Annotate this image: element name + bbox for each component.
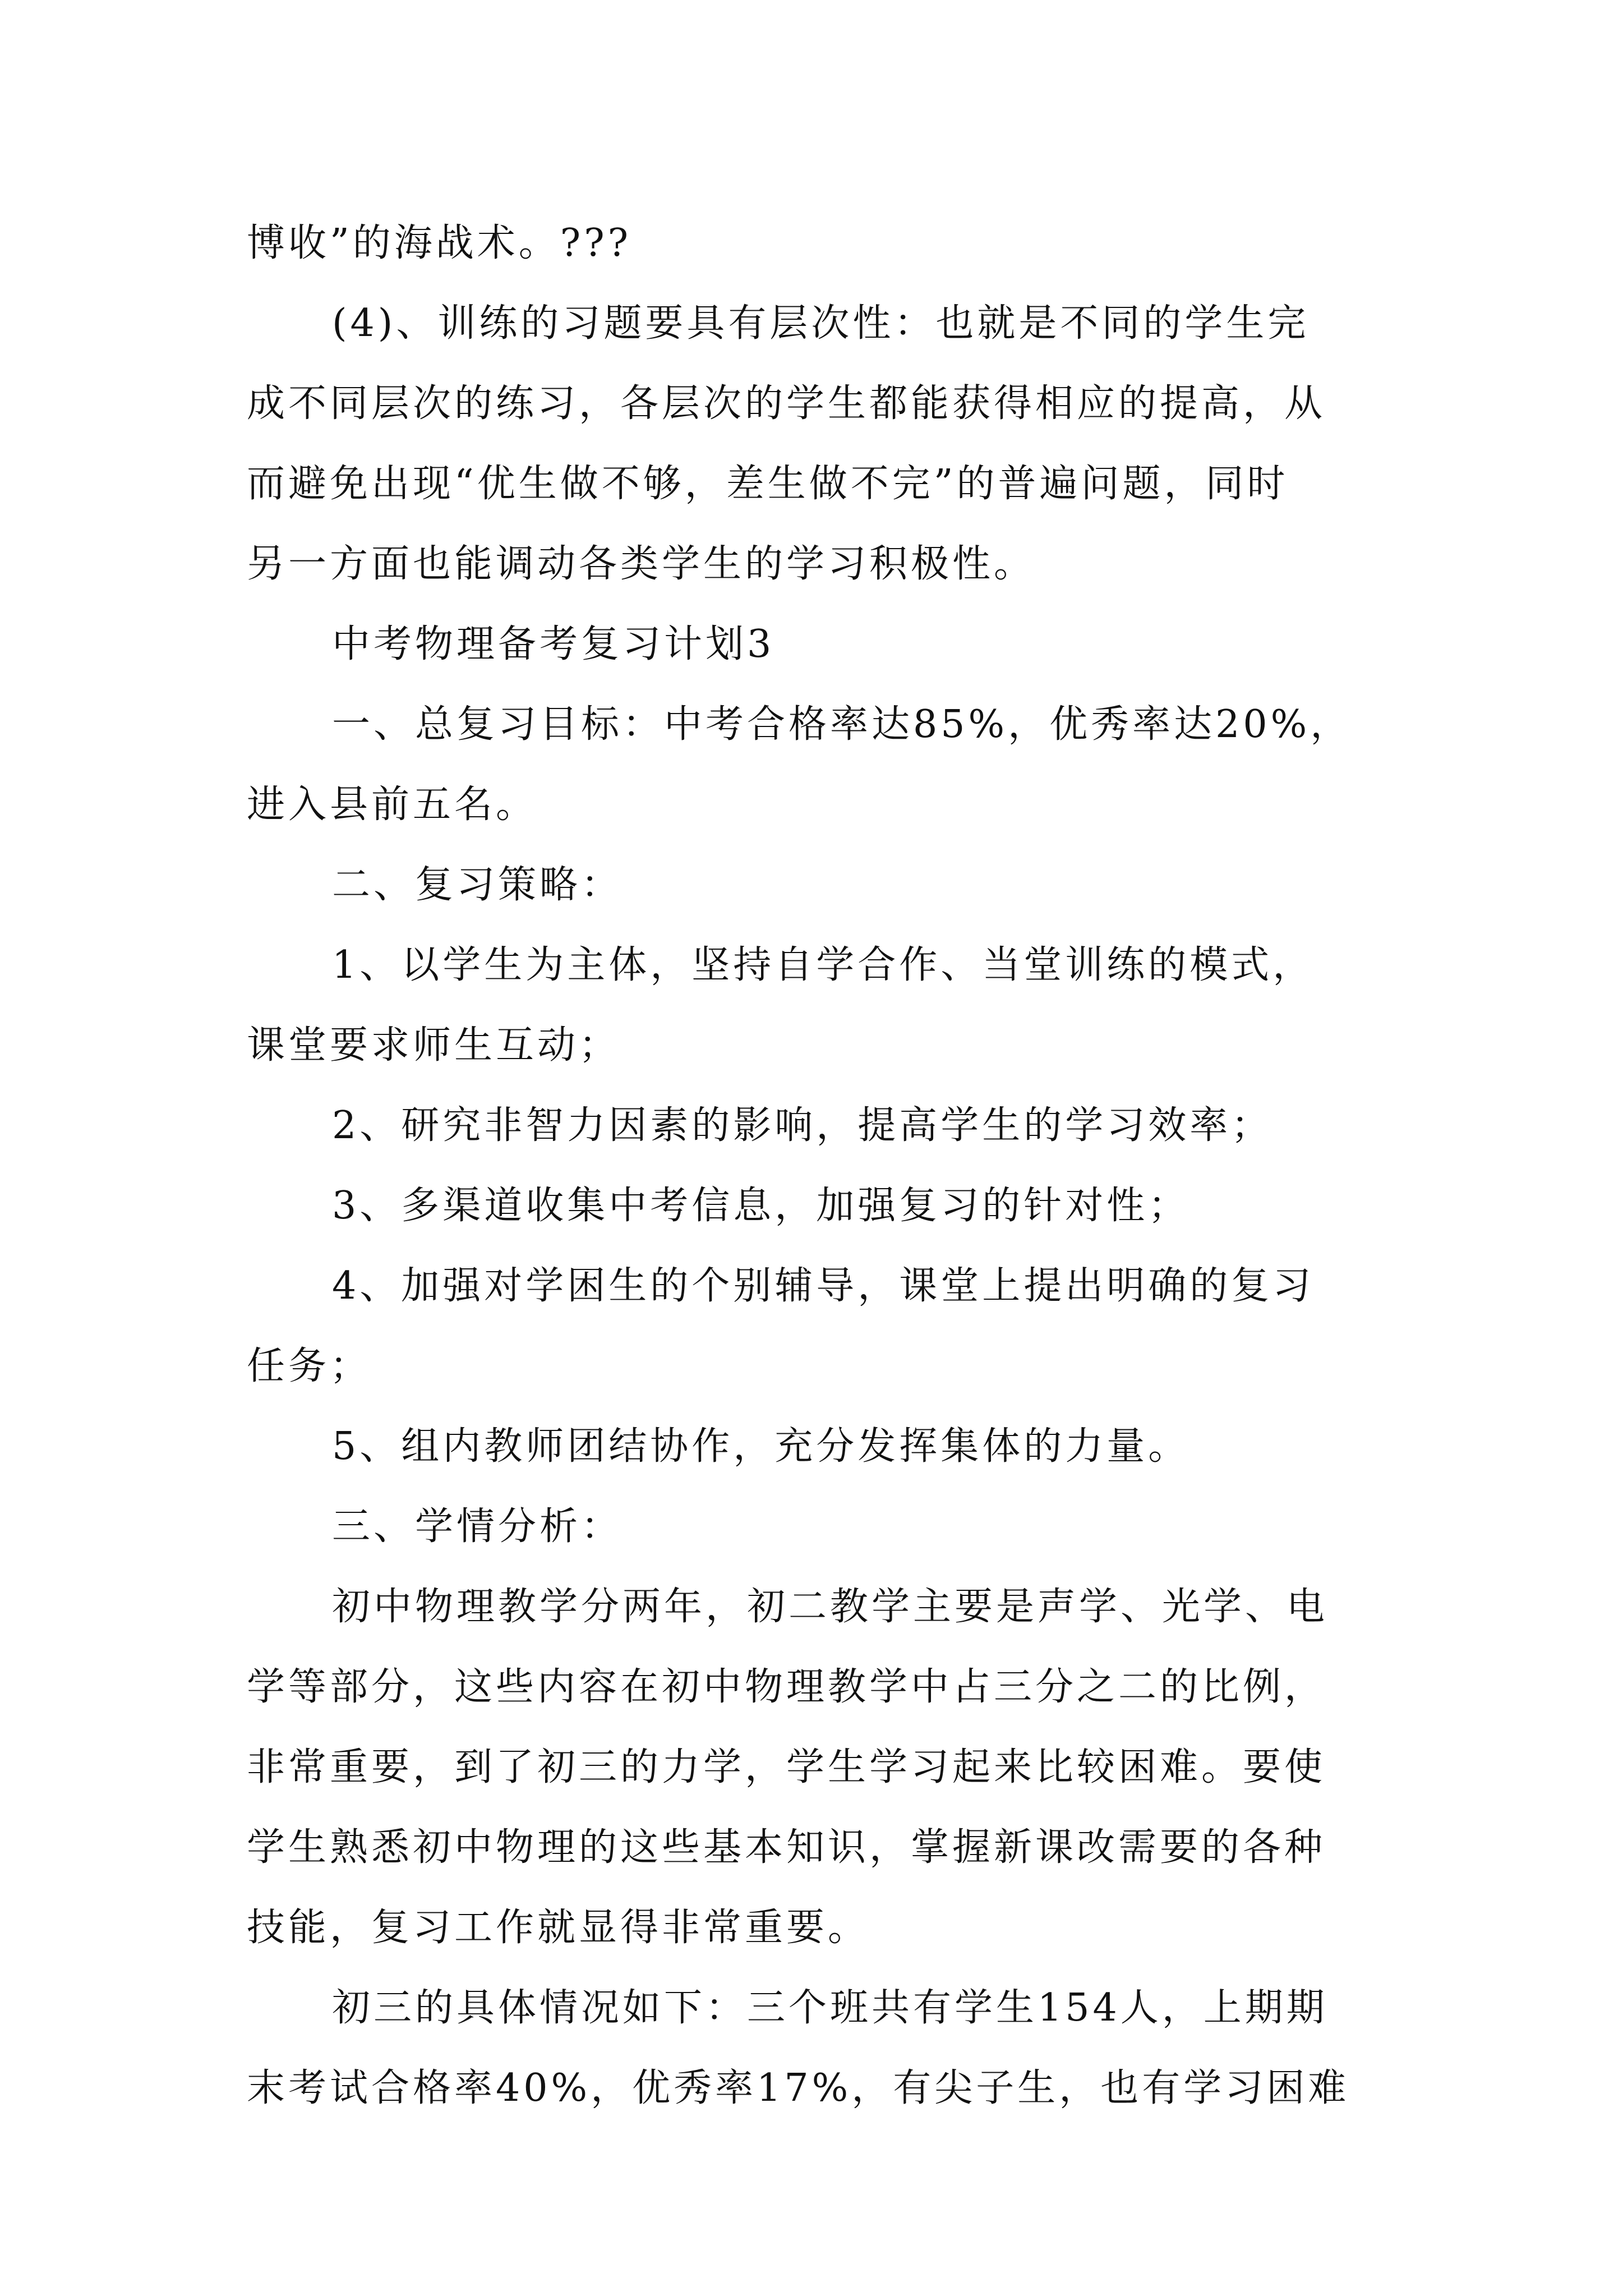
text-line-15: 任务； bbox=[247, 1344, 372, 1388]
text-line-18: 初中物理教学分两年，初二教学主要是声学、光学、电 bbox=[332, 1585, 1329, 1629]
document-body bbox=[247, 203, 1391, 2128]
text-line-1: 博收”的海战术。??? bbox=[247, 221, 632, 265]
text-line-14: 4、加强对学困生的个别辅导，课堂上提出明确的复习 bbox=[332, 1264, 1315, 1308]
text-line-16: 5、组内教师团结协作，充分发挥集体的力量。 bbox=[332, 1424, 1190, 1469]
text-line-7: 一、总复习目标：中考合格率达85%，优秀率达20%， bbox=[332, 702, 1352, 747]
text-line-5: 另一方面也能调动各类学生的学习积极性。 bbox=[247, 542, 1036, 586]
text-line-20: 非常重要，到了初三的力学，学生学习起来比较困难。要使 bbox=[247, 1745, 1326, 1789]
section-title: 中考物理备考复习计划3 bbox=[332, 622, 775, 666]
text-line-21: 学生熟悉初中物理的这些基本知识，掌握新课改需要的各种 bbox=[247, 1825, 1326, 1870]
text-line-23: 初三的具体情况如下：三个班共有学生154人，上期期 bbox=[332, 1986, 1328, 2030]
text-line-11: 课堂要求师生互动； bbox=[247, 1023, 621, 1068]
section-heading-analysis: 三、学情分析： bbox=[332, 1504, 623, 1549]
text-line-3: 成不同层次的练习，各层次的学生都能获得相应的提高，从 bbox=[247, 381, 1326, 426]
text-line-22: 技能，复习工作就显得非常重要。 bbox=[247, 1906, 870, 1950]
text-line-10: 1、以学生为主体，坚持自学合作、当堂训练的模式， bbox=[332, 943, 1315, 987]
section-heading-strategy: 二、复习策略： bbox=[332, 863, 623, 907]
text-line-24: 末考试合格率40%，优秀率17%，有尖子生，也有学习困难 bbox=[247, 2066, 1350, 2110]
text-line-8: 进入县前五名。 bbox=[247, 783, 538, 827]
text-line-19: 学等部分，这些内容在初中物理教学中占三分之二的比例， bbox=[247, 1665, 1326, 1709]
text-line-13: 3、多渠道收集中考信息，加强复习的针对性； bbox=[332, 1184, 1190, 1228]
text-line-2: (4)、训练的习题要具有层次性：也就是不同的学生完 bbox=[332, 301, 1310, 346]
text-line-4: 而避免出现“优生做不够，差生做不完”的普遍问题，同时 bbox=[247, 462, 1289, 506]
text-line-12: 2、研究非智力因素的影响，提高学生的学习效率； bbox=[332, 1103, 1273, 1148]
